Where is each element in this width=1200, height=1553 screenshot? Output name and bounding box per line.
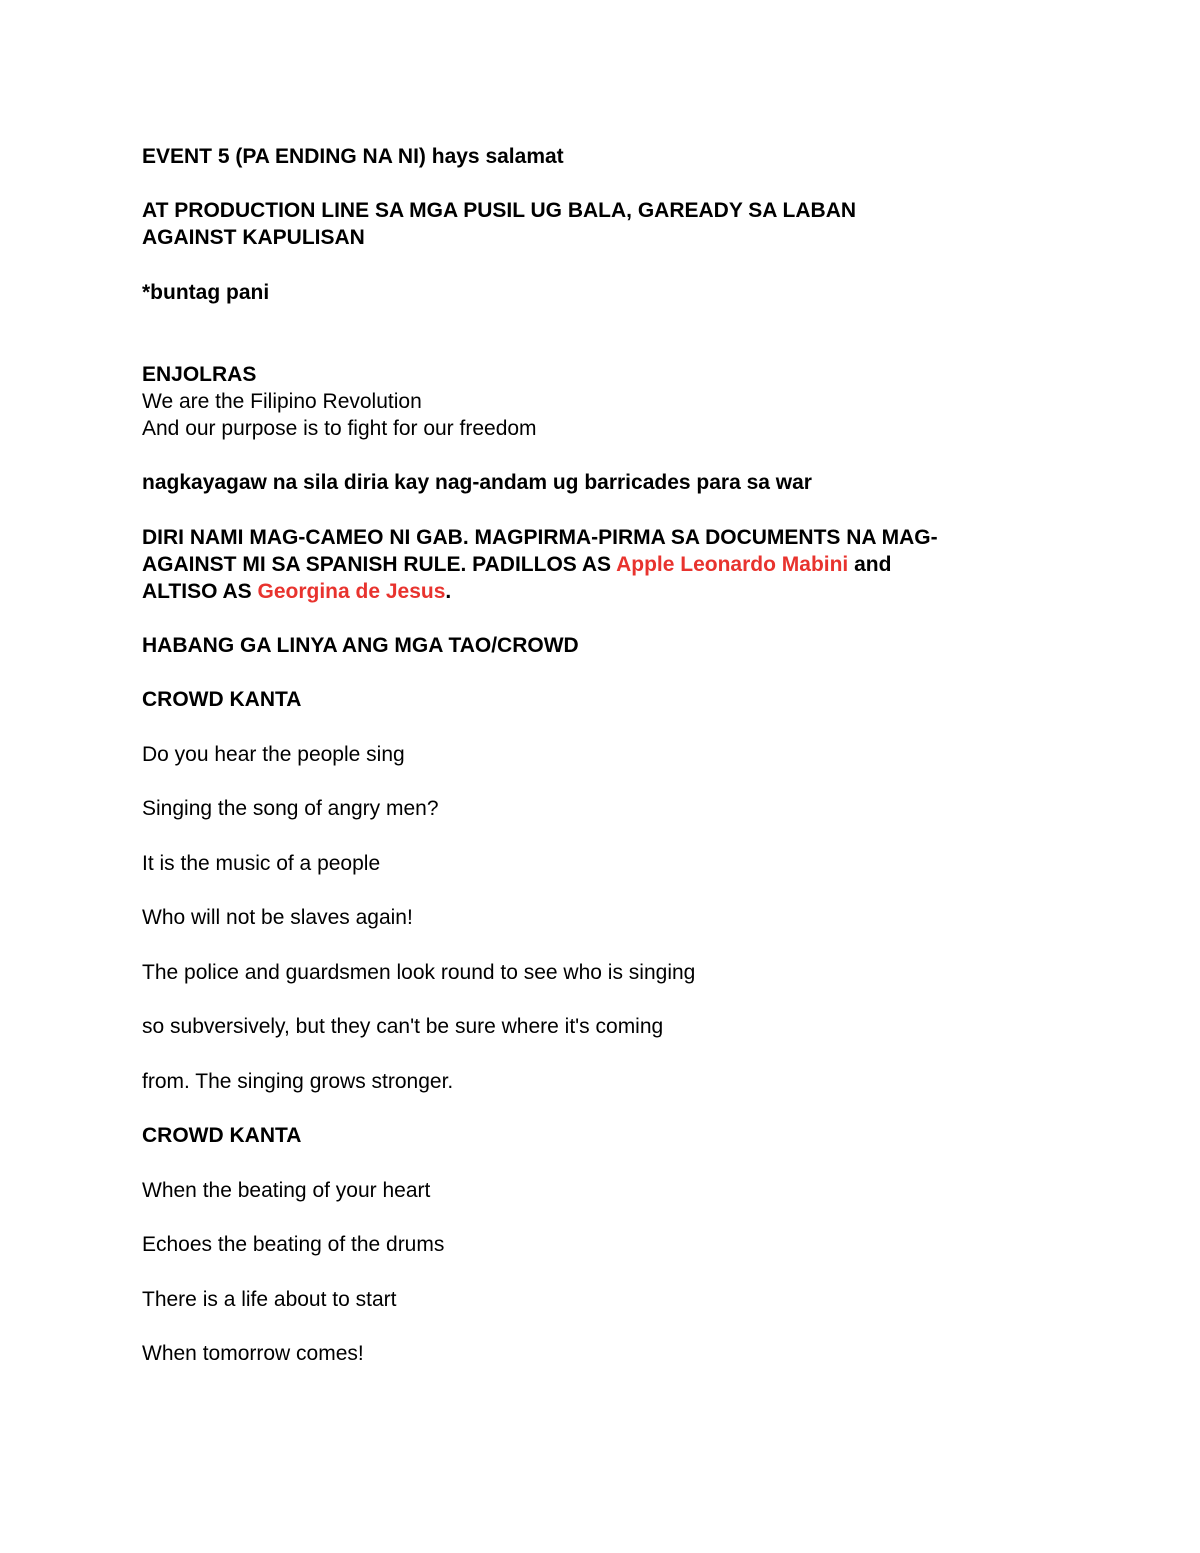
lyric-line: Echoes the beating of the drums bbox=[142, 1233, 445, 1256]
cast-name-mabini: Apple Leonardo Mabini bbox=[616, 553, 849, 576]
diri-line-2-prefix: AGAINST MI SA SPANISH RULE. PADILLOS AS bbox=[142, 553, 617, 576]
crowd-heading: CROWD KANTA bbox=[142, 688, 302, 711]
diri-line-2 bbox=[142, 551, 891, 578]
stage-direction-line: The police and guardsmen look round to see who is singing bbox=[142, 961, 696, 984]
lyric-line: When tomorrow comes! bbox=[142, 1342, 364, 1365]
lyric-line: When the beating of your heart bbox=[142, 1179, 431, 1202]
stage-direction-line: from. The singing grows stronger. bbox=[142, 1070, 454, 1093]
diri-line-3-prefix: ALTISO AS bbox=[142, 580, 258, 603]
diri-line-2-suffix: and bbox=[848, 553, 892, 576]
cast-name-de-jesus: Georgina de Jesus bbox=[257, 580, 446, 603]
event-title: EVENT 5 (PA ENDING NA NI) hays salamat bbox=[142, 145, 564, 168]
lyric-line: Do you hear the people sing bbox=[142, 743, 405, 766]
stage-direction-line: so subversively, but they can't be sure where it's coming bbox=[142, 1015, 664, 1038]
production-line-1: AT PRODUCTION LINE SA MGA PUSIL UG BALA, GAREADY SA LABAN bbox=[142, 199, 857, 222]
diri-line-1: DIRI NAMI MAG-CAMEO NI GAB. MAGPIRMA-PIRMA SA DOCUMENTS NA MAG- bbox=[142, 526, 938, 549]
diri-line-3-suffix: . bbox=[445, 580, 452, 603]
enjolras-heading: ENJOLRAS bbox=[142, 363, 257, 386]
lyric-line: Who will not be slaves again! bbox=[142, 906, 413, 929]
enjolras-line-2: And our purpose is to fight for our freedom bbox=[142, 417, 537, 440]
buntag-note: *buntag pani bbox=[142, 281, 270, 304]
diri-line-3 bbox=[142, 578, 451, 605]
crowd-heading: CROWD KANTA bbox=[142, 1124, 302, 1147]
barricades-note: nagkayagaw na sila diria kay nag-andam ug barricades para sa war bbox=[142, 471, 812, 494]
enjolras-line-1: We are the Filipino Revolution bbox=[142, 390, 422, 413]
lyric-line: It is the music of a people bbox=[142, 852, 381, 875]
habang-heading: HABANG GA LINYA ANG MGA TAO/CROWD bbox=[142, 634, 579, 657]
lyric-line: Singing the song of angry men? bbox=[142, 797, 439, 820]
lyric-line: There is a life about to start bbox=[142, 1288, 397, 1311]
production-line-2: AGAINST KAPULISAN bbox=[142, 226, 365, 249]
